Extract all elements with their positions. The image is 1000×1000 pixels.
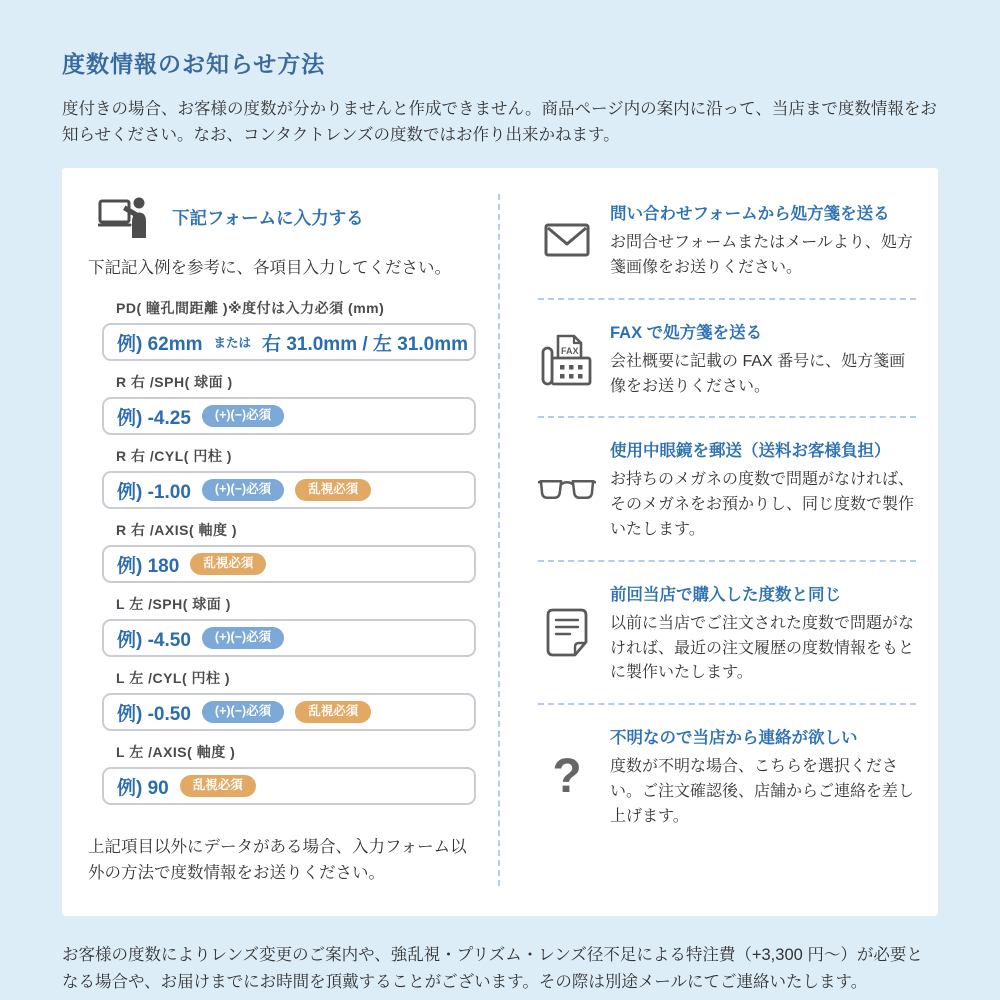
form-field-l-axis — [102, 742, 476, 805]
svg-text:FAX: FAX — [561, 346, 579, 357]
form-field-l-cyl — [102, 668, 476, 731]
plus-minus-required-badge: (+)(−)必須 — [202, 701, 284, 723]
plus-minus-required-badge: (+)(−)必須 — [202, 627, 284, 649]
form-field-r-axis — [102, 520, 476, 583]
field-example-box — [102, 397, 476, 435]
method-fax — [538, 319, 916, 400]
dashed-separator — [538, 560, 916, 562]
plus-minus-required-badge: (+)(−)必須 — [202, 479, 284, 501]
form-column — [86, 194, 498, 886]
method-title: 不明なので当店から連絡が欲しい — [610, 729, 858, 748]
field-label: PD( 瞳孔間距離 )※度付は入力必須 (mm) — [116, 300, 385, 317]
method-mail-glasses — [538, 437, 916, 542]
question-icon — [538, 724, 596, 829]
form-field-pd — [102, 298, 476, 361]
method-body — [610, 437, 916, 542]
form-field-l-sph — [102, 594, 476, 657]
field-example-value: 例) -4.50 — [117, 629, 191, 651]
info-card — [62, 168, 938, 916]
method-title: 前回当店で購入した度数と同じ — [610, 585, 841, 604]
field-example-value: 例) -0.50 — [117, 703, 191, 725]
glasses-icon — [538, 437, 596, 542]
form-field-r-cyl — [102, 446, 476, 509]
plus-minus-required-badge: (+)(−)必須 — [202, 405, 284, 427]
field-example-box — [102, 545, 476, 583]
fax-icon — [538, 319, 596, 400]
method-title: FAX で処方箋を送る — [610, 323, 763, 342]
field-label: L 左 /SPH( 球面 ) — [116, 596, 231, 613]
method-previous-order — [538, 581, 916, 686]
method-contact-me — [538, 724, 916, 829]
field-label: R 右 /CYL( 円柱 ) — [116, 448, 232, 465]
form-header — [98, 196, 476, 238]
field-example-value: 例) -4.25 — [117, 407, 191, 429]
field-label: L 左 /CYL( 円柱 ) — [116, 670, 231, 687]
dashed-separator — [538, 703, 916, 705]
method-description: お問合せフォームまたはメールより、処方箋画像をお送りください。 — [610, 234, 913, 276]
form-instruction: 下記記入例を参考に、各項目入力してください。 — [88, 259, 451, 278]
field-example-box — [102, 471, 476, 509]
mail-icon — [538, 200, 596, 281]
field-label: R 右 /SPH( 球面 ) — [116, 374, 233, 391]
intro-text: 度付きの場合、お客様の度数が分かりませんと作成できません。商品ページ内の案内に沿って、当店まで度数情報をお知らせください。なお、コンタクトレンズの度数ではお作り出来かねます。 — [62, 100, 937, 144]
person-at-computer-icon — [98, 196, 150, 238]
form-heading: 下記フォームに入力する — [172, 207, 364, 228]
method-description: 会社概要に記載の FAX 番号に、処方箋画像をお送りください。 — [610, 352, 906, 395]
field-example-value: 例) 62mm — [117, 333, 203, 355]
field-example-box — [102, 767, 476, 805]
method-body — [610, 581, 916, 686]
dashed-separator — [538, 298, 916, 300]
footer-note: お客様の度数によりレンズ変更のご案内や、強乱視・プリズム・レンズ径不足による特注費（+3,300 円〜）が必要となる場合や、お届けまでにお時間を頂戴することがございます。その際は別途メールにてご連絡いたします。 — [62, 946, 923, 991]
field-label: R 右 /AXIS( 軸度 ) — [116, 522, 238, 539]
field-example-connector: または — [213, 336, 252, 351]
astigmatism-required-badge: 乱視必須 — [295, 479, 371, 501]
form-note: 上記項目以外にデータがある場合、入力フォーム以外の方法で度数情報をお送りください。 — [88, 838, 467, 882]
astigmatism-required-badge: 乱視必須 — [295, 701, 371, 723]
field-example-value: 例) 180 — [117, 555, 180, 577]
astigmatism-required-badge: 乱視必須 — [190, 553, 266, 575]
document-icon — [538, 581, 596, 686]
method-title: 使用中眼鏡を郵送（送料お客様負担） — [610, 442, 891, 461]
form-field-r-sph — [102, 372, 476, 435]
field-example-value: 例) 90 — [117, 777, 169, 799]
method-body — [610, 724, 916, 829]
field-example-box — [102, 323, 476, 361]
method-description: 度数が不明な場合、こちらを選択ください。ご注文確認後、店舗からご連絡を差し上げます。 — [610, 758, 915, 825]
field-example-value2: 右 31.0mm / 左 31.0mm — [262, 333, 468, 355]
method-body — [610, 200, 916, 281]
page-title: 度数情報のお知らせ方法 — [62, 51, 326, 77]
question-glyph: ? — [552, 749, 582, 803]
method-description: 以前に当店でご注文された度数で問題がなければ、最近の注文履歴の度数情報をもとに製作いたします。 — [610, 614, 915, 682]
method-description: お持ちのメガネの度数で問題がなければ、そのメガネをお預かりし、同じ度数で製作いたします。 — [610, 471, 915, 538]
method-contact-form — [538, 200, 916, 281]
methods-column — [500, 194, 916, 886]
field-example-box — [102, 693, 476, 731]
dashed-separator — [538, 416, 916, 418]
astigmatism-required-badge: 乱視必須 — [180, 775, 256, 797]
method-body — [610, 319, 916, 400]
method-title: 問い合わせフォームから処方箋を送る — [610, 205, 890, 224]
field-example-box — [102, 619, 476, 657]
field-label: L 左 /AXIS( 軸度 ) — [116, 744, 236, 761]
field-example-value: 例) -1.00 — [117, 481, 191, 503]
field-group — [102, 298, 476, 805]
